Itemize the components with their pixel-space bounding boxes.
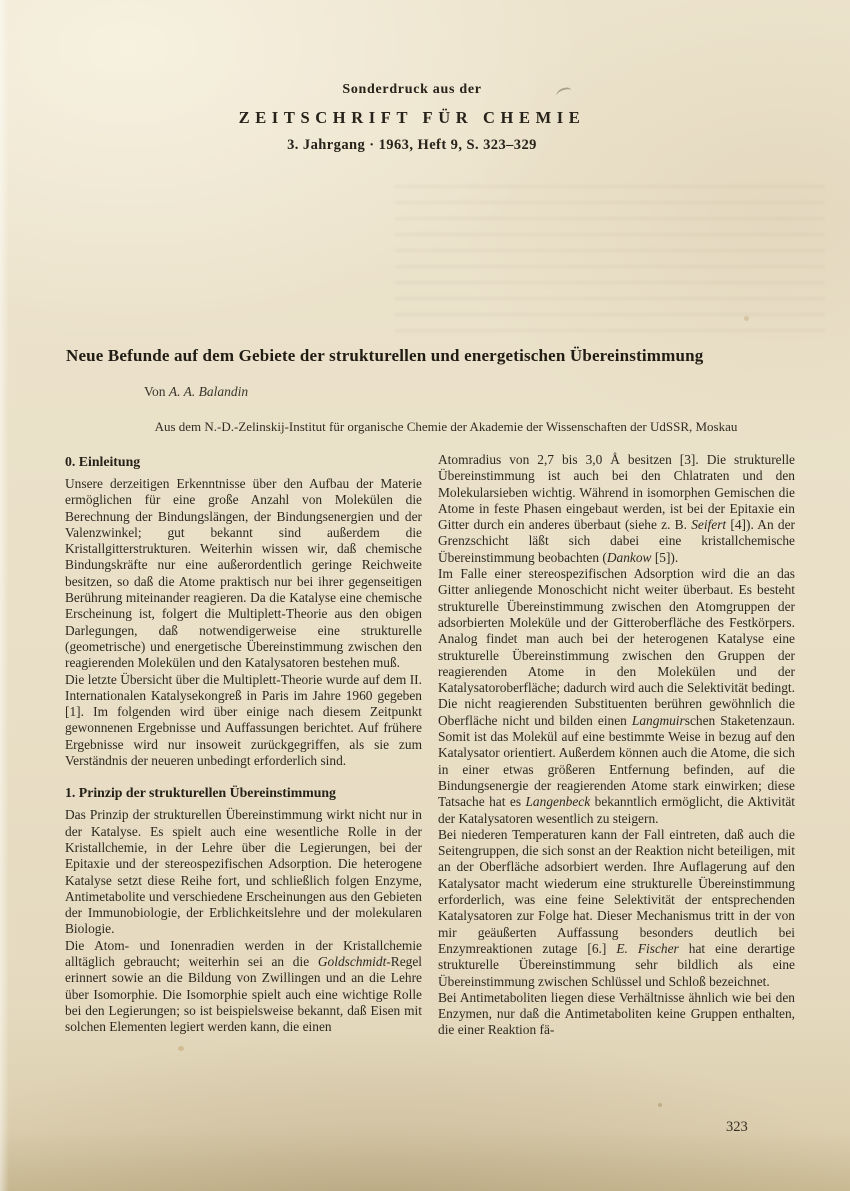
journal-name: ZEITSCHRIFT FÜR CHEMIE bbox=[238, 108, 586, 127]
article-title: Neue Befunde auf dem Gebiete der strukturellen und energetischen Übereinstimmung bbox=[66, 346, 704, 365]
column-right bbox=[438, 452, 795, 1039]
italic-name: Dankow bbox=[606, 549, 652, 565]
column-left bbox=[65, 452, 422, 1039]
italic-name: E. Fischer bbox=[616, 940, 679, 956]
paragraph: Die letzte Übersicht über die Multiplett-Theorie wurde auf dem II. Internationalen Katalysekongreß in Paris im Jahre 1960 gegeben [1]. Im folgenden wird über einige nach diesem Zeitpunkt gewonnenen Ergebnisse und Auffassungen berichtet. Auf frühere Ergebnisse wird nur insoweit zurückgegriffen, als sie zum Verständnis der neueren unbedingt erforderlich sind. bbox=[65, 671, 422, 769]
paragraph: Im Falle einer stereospezifischen Adsorption wird die an das Gitter anliegende Monoschicht nicht weiter überbaut. Es besteht strukturelle Übereinstimmung zwischen den Atomgruppen der adsorbierten Moleküle und der Gitteroberfläche des Festkörpers. Analog findet man auch bei der heterogenen Katalyse eine strukturelle Übereinstimmung zwischen den Gruppen der reagierenden Atome in den Molekülen und der Katalysatoroberfläche; dadurch wird auch die Selektivität bedingt. Die nicht reagierenden Substituenten berühren gewöhnlich die Oberfläche nicht und bilden einen Langmuirschen Staketenzaun. Somit ist das Molekül auf eine bestimmte Weise in bezug auf den Katalysator orientiert. Außerdem können auch die Atome, die sich in einer etwas größeren Entfernung befinden, auf die Bindungsenergie der reagierenden Atome stark einwirken; diese Tatsache hat es Langenbeck bekanntlich ermöglicht, die Aktivität der Katalysatoren wesentlich zu steigern. bbox=[438, 566, 795, 826]
paragraph: Unsere derzeitigen Erkenntnisse über den Aufbau der Materie ermöglichen für eine große Anzahl von Molekülen die Berechnung der Bindungslängen, der Bindungsenergien und der Valenzwinkel; gut bekannt sind außerdem die Kristallgitterstrukturen. Weiterhin wissen wir, daß chemische Bindungskräfte nur eine außerordentlich geringe Reichweite besitzen, so daß die Atome praktisch nur bei ihrer gegenseitigen Berührung miteinander reagieren. Da die Katalyse eine chemische Erscheinung ist, folgert die Multiplett-Theorie aus den obigen Darlegungen, daß notwendigerweise eine strukturelle (geometrische) und energetische Übereinstimmung zwischen den reagierenden Molekülen und den Katalysatoren bestehen muß. bbox=[65, 476, 422, 671]
paper-stain bbox=[658, 1103, 662, 1107]
italic-name: Langmuir bbox=[631, 712, 685, 728]
paragraph: Atomradius von 2,7 bis 3,0 Å besitzen [3]. Die strukturelle Übereinstimmung ist auch bei den Chlatraten und den Molekularsieben wichtig. Während in isomorphen Gemischen die Atome in feste Phasen eingebaut werden, ist bei der Epitaxie ein Gitter durch ein anderes überbaut (siehe z. B. Seifert [4]). An der Grenzschicht läßt sich dabei eine kristallchemische Übereinstimmung beobachten (Dankow [5]). bbox=[438, 452, 795, 565]
byline-prefix: Von bbox=[144, 384, 169, 399]
paragraph: Bei Antimetaboliten liegen diese Verhältnisse ähnlich wie bei den Enzymen, nur daß die Antimetaboliten keine Gruppen enthalten, die einer Reaktion fä- bbox=[438, 989, 795, 1038]
author-name: A. A. Balandin bbox=[168, 384, 249, 399]
paragraph: Das Prinzip der strukturellen Übereinstimmung wirkt nicht nur in der Katalyse. Es spielt auch eine wesentliche Rolle in der Kristallchemie, in der Lehre über die Legierungen, bei der Epitaxie und der stereospezifischen Adsorption. Die heterogene Katalyse setzt diese Reihe fort, und schließlich folgen Enzyme, Antimetabolite und verschiedene Erscheinungen aus den Gebieten der Immunobiologie, der Erblichkeitslehre und der molekularen Biologie. bbox=[65, 807, 422, 937]
reverse-side-show-through bbox=[395, 185, 825, 335]
section-heading: 1. Prinzip der strukturellen Übereinstimmung bbox=[65, 785, 336, 801]
affiliation: Aus dem N.-D.-Zelinskij-Institut für organische Chemie der Akademie der Wissenschaften der UdSSR, Moskau bbox=[154, 419, 738, 434]
italic-name: Langenbeck bbox=[525, 794, 591, 810]
paper-stain bbox=[744, 316, 749, 321]
issue-info: 3. Jahrgang · 1963, Heft 9, S. 323–329 bbox=[287, 137, 537, 153]
paragraph: Die Atom- und Ionenradien werden in der Kristallchemie alltäglich gebraucht; weiterhin sei an die Goldschmidt-Regel erinnert sowie an die Bildung von Zwillingen und an die Lehre über Isomorphie. Die Isomorphie spielt auch eine wichtige Rolle bei den Legierungen; so ist beispielsweise bekannt, daß Eisen mit solchen Elementen legiert werden kann, die einen bbox=[65, 937, 422, 1035]
journal-header bbox=[0, 82, 824, 154]
italic-name: Goldschmidt bbox=[317, 954, 387, 970]
paper-stain bbox=[178, 1046, 184, 1051]
page-edge-shading bbox=[0, 0, 9, 1191]
article-body bbox=[65, 452, 795, 1039]
page-number: 323 bbox=[726, 1119, 748, 1135]
reprint-note: Sonderdruck aus der bbox=[342, 82, 482, 97]
byline bbox=[144, 384, 248, 400]
section-heading: 0. Einleitung bbox=[65, 454, 141, 469]
paragraph: Bei niederen Temperaturen kann der Fall eintreten, daß auch die Seitengruppen, die sich sonst an der Reaktion nicht beteiligen, mit an der Oberfläche adsorbiert werden. Ihre Auflagerung auf den Katalysator macht wiederum eine strukturelle Übereinstimmung erforderlich, was eine feine Selektivität der entsprechenden Katalysatoren zur Folge hat. Dieser Mechanismus tritt in der von mir geäußerten Auffassung besonders deutlich bei Enzymreaktionen zutage [6.] E. Fischer hat eine derartige strukturelle Übereinstimmung sehr bildlich als eine Übereinstimmung zwischen Schlüssel und Schloß bezeichnet. bbox=[438, 826, 795, 989]
italic-name: Seifert bbox=[691, 517, 727, 533]
